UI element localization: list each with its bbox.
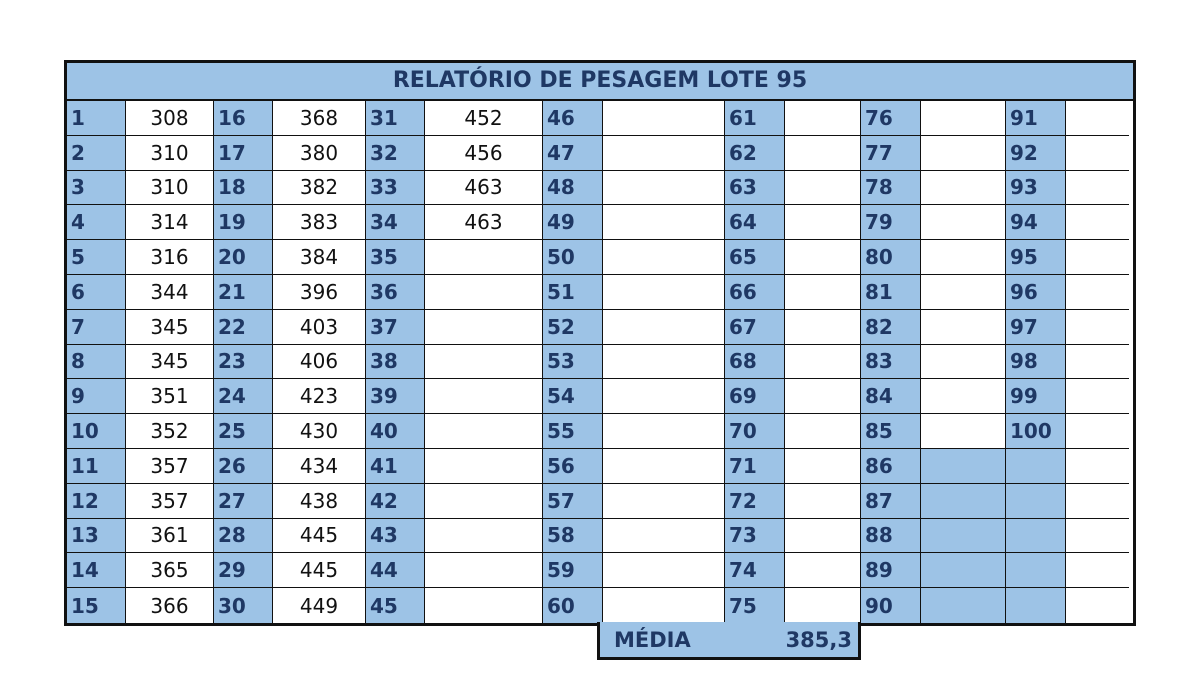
weight-value (425, 310, 543, 345)
slot-number: 47 (543, 136, 603, 171)
average-value: 385,3 (785, 627, 852, 652)
slot-number: 27 (214, 484, 273, 519)
weight-value: 352 (126, 414, 214, 449)
slot-number: 48 (543, 171, 603, 206)
slot-number: 75 (725, 588, 785, 623)
weight-value (1066, 553, 1129, 588)
slot-number: 83 (861, 345, 921, 380)
slot-number: 45 (366, 588, 425, 623)
weight-value: 438 (273, 484, 366, 519)
weight-value (603, 101, 725, 136)
weight-value (921, 136, 1006, 171)
slot-number: 44 (366, 553, 425, 588)
slot-number: 31 (366, 101, 425, 136)
slot-number: 56 (543, 449, 603, 484)
weight-value (1066, 310, 1129, 345)
weight-value (1066, 136, 1129, 171)
slot-number: 91 (1006, 101, 1066, 136)
weight-value (603, 310, 725, 345)
slot-number: 8 (67, 345, 126, 380)
weight-value: 310 (126, 136, 214, 171)
weight-value: 351 (126, 379, 214, 414)
slot-number: 60 (543, 588, 603, 623)
weight-value (603, 414, 725, 449)
slot-number: 92 (1006, 136, 1066, 171)
slot-number: 93 (1006, 171, 1066, 206)
weight-value (603, 240, 725, 275)
weight-value: 344 (126, 275, 214, 310)
weight-value: 396 (273, 275, 366, 310)
weight-value (603, 205, 725, 240)
slot-number: 13 (67, 519, 126, 554)
slot-number: 88 (861, 519, 921, 554)
weight-value (921, 519, 1006, 554)
slot-number: 55 (543, 414, 603, 449)
slot-number: 21 (214, 275, 273, 310)
weight-value: 345 (126, 310, 214, 345)
slot-number: 16 (214, 101, 273, 136)
slot-number: 84 (861, 379, 921, 414)
slot-number: 33 (366, 171, 425, 206)
slot-number: 76 (861, 101, 921, 136)
weight-value: 361 (126, 519, 214, 554)
slot-number: 64 (725, 205, 785, 240)
weight-value (785, 414, 861, 449)
slot-number: 51 (543, 275, 603, 310)
slot-number: 26 (214, 449, 273, 484)
slot-number: 61 (725, 101, 785, 136)
slot-number: 63 (725, 171, 785, 206)
slot-number: 70 (725, 414, 785, 449)
slot-number: 40 (366, 414, 425, 449)
weight-value (1066, 171, 1129, 206)
slot-number: 22 (214, 310, 273, 345)
slot-number: 98 (1006, 345, 1066, 380)
weight-value (785, 345, 861, 380)
weight-value: 368 (273, 101, 366, 136)
weight-value (921, 345, 1006, 380)
weight-value: 314 (126, 205, 214, 240)
weight-value: 403 (273, 310, 366, 345)
weight-value: 357 (126, 449, 214, 484)
slot-number: 4 (67, 205, 126, 240)
weight-value (1066, 101, 1129, 136)
slot-number: 20 (214, 240, 273, 275)
weight-value (921, 101, 1006, 136)
weight-value: 423 (273, 379, 366, 414)
slot-number: 5 (67, 240, 126, 275)
weight-value: 434 (273, 449, 366, 484)
weight-value (921, 414, 1006, 449)
slot-number (1006, 519, 1066, 554)
weight-value (921, 240, 1006, 275)
slot-number: 7 (67, 310, 126, 345)
weight-value (921, 275, 1006, 310)
slot-number: 41 (366, 449, 425, 484)
weight-value (921, 449, 1006, 484)
weight-value: 430 (273, 414, 366, 449)
weight-value (785, 136, 861, 171)
weight-value (603, 171, 725, 206)
slot-number: 49 (543, 205, 603, 240)
slot-number: 86 (861, 449, 921, 484)
slot-number: 6 (67, 275, 126, 310)
weight-value (785, 240, 861, 275)
weight-value (1066, 275, 1129, 310)
slot-number: 17 (214, 136, 273, 171)
weight-value (1066, 588, 1129, 623)
slot-number: 34 (366, 205, 425, 240)
weight-value: 383 (273, 205, 366, 240)
weight-value (1066, 240, 1129, 275)
slot-number: 14 (67, 553, 126, 588)
average-box (597, 622, 861, 660)
slot-number: 77 (861, 136, 921, 171)
weight-value (1066, 205, 1129, 240)
weight-value (603, 449, 725, 484)
slot-number: 42 (366, 484, 425, 519)
weight-value: 316 (126, 240, 214, 275)
slot-number: 39 (366, 379, 425, 414)
slot-number: 69 (725, 379, 785, 414)
weight-value (921, 588, 1006, 623)
slot-number: 72 (725, 484, 785, 519)
weight-value (603, 379, 725, 414)
weight-value (785, 275, 861, 310)
weight-value (603, 588, 725, 623)
slot-number: 59 (543, 553, 603, 588)
weight-value (785, 588, 861, 623)
slot-number: 18 (214, 171, 273, 206)
weight-value (785, 205, 861, 240)
slot-number: 68 (725, 345, 785, 380)
slot-number: 65 (725, 240, 785, 275)
weight-value: 406 (273, 345, 366, 380)
weight-value (425, 414, 543, 449)
weight-value (603, 136, 725, 171)
weight-value (425, 553, 543, 588)
weight-value (921, 171, 1006, 206)
weight-value (603, 345, 725, 380)
weights-grid (67, 101, 1133, 623)
weight-value: 449 (273, 588, 366, 623)
weight-value (921, 379, 1006, 414)
slot-number: 35 (366, 240, 425, 275)
weight-value: 463 (425, 205, 543, 240)
weight-value: 365 (126, 553, 214, 588)
slot-number: 67 (725, 310, 785, 345)
slot-number: 71 (725, 449, 785, 484)
weight-value: 345 (126, 345, 214, 380)
slot-number: 28 (214, 519, 273, 554)
slot-number: 3 (67, 171, 126, 206)
weight-value (785, 484, 861, 519)
weighing-report-table (64, 60, 1136, 626)
slot-number: 62 (725, 136, 785, 171)
weight-value (785, 553, 861, 588)
slot-number: 74 (725, 553, 785, 588)
weight-value: 445 (273, 553, 366, 588)
slot-number: 78 (861, 171, 921, 206)
slot-number: 54 (543, 379, 603, 414)
slot-number: 82 (861, 310, 921, 345)
weight-value (785, 171, 861, 206)
slot-number: 37 (366, 310, 425, 345)
slot-number: 1 (67, 101, 126, 136)
weight-value: 384 (273, 240, 366, 275)
slot-number: 53 (543, 345, 603, 380)
slot-number: 100 (1006, 414, 1066, 449)
average-label: MÉDIA (614, 627, 691, 652)
weight-value (603, 553, 725, 588)
weight-value: 456 (425, 136, 543, 171)
weight-value (921, 484, 1006, 519)
slot-number: 90 (861, 588, 921, 623)
slot-number: 36 (366, 275, 425, 310)
weight-value (785, 519, 861, 554)
slot-number (1006, 553, 1066, 588)
slot-number: 10 (67, 414, 126, 449)
slot-number: 66 (725, 275, 785, 310)
weight-value (425, 240, 543, 275)
slot-number: 89 (861, 553, 921, 588)
slot-number: 85 (861, 414, 921, 449)
weight-value: 380 (273, 136, 366, 171)
slot-number: 23 (214, 345, 273, 380)
weight-value (425, 449, 543, 484)
weight-value: 382 (273, 171, 366, 206)
slot-number: 50 (543, 240, 603, 275)
weight-value (785, 310, 861, 345)
weight-value (425, 588, 543, 623)
slot-number: 29 (214, 553, 273, 588)
weight-value (425, 484, 543, 519)
weight-value (425, 275, 543, 310)
slot-number: 38 (366, 345, 425, 380)
slot-number: 73 (725, 519, 785, 554)
slot-number: 9 (67, 379, 126, 414)
slot-number: 2 (67, 136, 126, 171)
slot-number: 25 (214, 414, 273, 449)
weight-value (1066, 345, 1129, 380)
slot-number: 46 (543, 101, 603, 136)
slot-number: 97 (1006, 310, 1066, 345)
slot-number: 30 (214, 588, 273, 623)
weight-value (603, 519, 725, 554)
weight-value (425, 519, 543, 554)
report-title: RELATÓRIO DE PESAGEM LOTE 95 (67, 63, 1133, 101)
weight-value: 357 (126, 484, 214, 519)
weight-value (921, 553, 1006, 588)
weight-value: 463 (425, 171, 543, 206)
weight-value: 452 (425, 101, 543, 136)
slot-number: 32 (366, 136, 425, 171)
weight-value (785, 101, 861, 136)
slot-number: 58 (543, 519, 603, 554)
slot-number: 99 (1006, 379, 1066, 414)
slot-number: 43 (366, 519, 425, 554)
slot-number: 57 (543, 484, 603, 519)
weight-value (921, 310, 1006, 345)
slot-number: 94 (1006, 205, 1066, 240)
slot-number: 79 (861, 205, 921, 240)
weight-value (425, 345, 543, 380)
weight-value (603, 275, 725, 310)
weight-value (1066, 414, 1129, 449)
slot-number: 87 (861, 484, 921, 519)
weight-value (1066, 449, 1129, 484)
weight-value (785, 379, 861, 414)
weight-value (1066, 379, 1129, 414)
slot-number: 80 (861, 240, 921, 275)
slot-number: 95 (1006, 240, 1066, 275)
slot-number (1006, 449, 1066, 484)
weight-value: 366 (126, 588, 214, 623)
weight-value (1066, 519, 1129, 554)
weight-value (1066, 484, 1129, 519)
slot-number: 52 (543, 310, 603, 345)
slot-number: 24 (214, 379, 273, 414)
weight-value (921, 205, 1006, 240)
weight-value: 310 (126, 171, 214, 206)
slot-number (1006, 484, 1066, 519)
slot-number: 12 (67, 484, 126, 519)
slot-number: 11 (67, 449, 126, 484)
weight-value: 445 (273, 519, 366, 554)
weight-value: 308 (126, 101, 214, 136)
slot-number (1006, 588, 1066, 623)
slot-number: 19 (214, 205, 273, 240)
slot-number: 15 (67, 588, 126, 623)
slot-number: 96 (1006, 275, 1066, 310)
slot-number: 81 (861, 275, 921, 310)
weight-value (603, 484, 725, 519)
weight-value (785, 449, 861, 484)
weight-value (425, 379, 543, 414)
